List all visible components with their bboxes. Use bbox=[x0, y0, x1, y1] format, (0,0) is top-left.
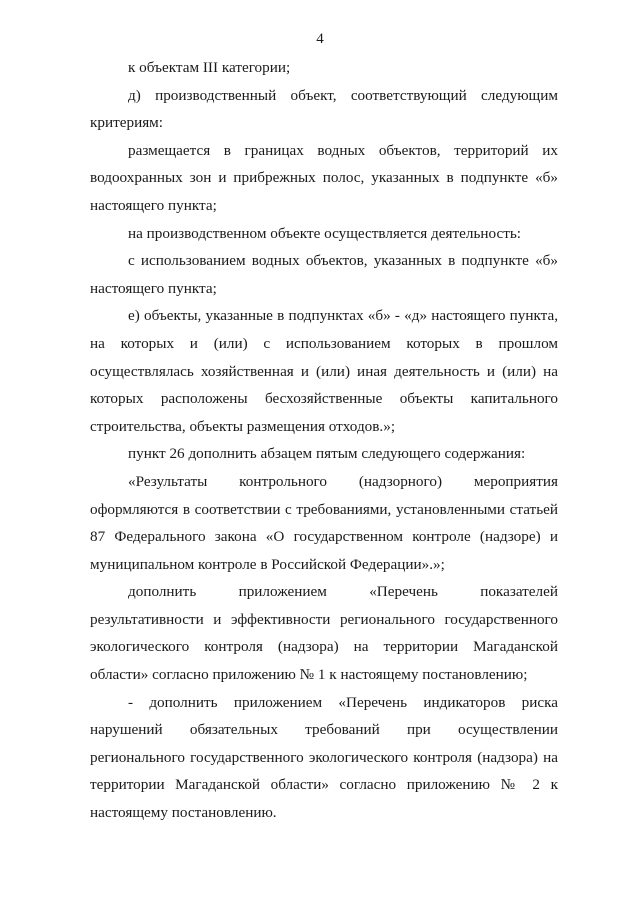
paragraph-clause-26: пункт 26 дополнить абзацем пятым следующего содержания: bbox=[128, 445, 526, 463]
paragraph-control-results: «Результаты контрольного (надзорного) мероприятия оформляются в соответствии с требованиями, установленными статьей 87 Федерального закона «О государственном контроле (надзоре) и муниципальном контроле в Российской Федерации».»; bbox=[90, 472, 558, 573]
paragraph-item-d: д) производственный объект, соответствующий следующим критериям: bbox=[90, 86, 558, 132]
paragraph-placement: размещается в границах водных объектов, территорий их водоохранных зон и прибрежных полос, указанных в подпункте «б» настоящего пункта; bbox=[90, 141, 558, 214]
paragraph-item-e: е) объекты, указанные в подпунктах «б» - «д» настоящего пункта, на которых и (или) с использованием которых в прошлом осуществлялась хозяйственная и (или) иная деятельность и (или) на которых расположены бесхозяйственные объекты капитального строительства, объекты размещения отходов.»; bbox=[90, 307, 558, 435]
paragraph-category-three: к объектам III категории; bbox=[128, 59, 291, 76]
paragraph-appendix-1: дополнить приложением «Перечень показателей результативности и эффективности регионального государственного экологического контроля (надзора) на территории Магаданской области» согласно приложению № 1 к настоящему постановлению; bbox=[90, 583, 558, 684]
paragraph-water-use: с использованием водных объектов, указанных в подпункте «б» настоящего пункта; bbox=[90, 252, 558, 297]
paragraph-appendix-2: - дополнить приложением «Перечень индикаторов риска нарушений обязательных требований при осуществлении регионального государственного экологического контроля (надзора) на территории Магаданской области» согласно приложению № 2 к настоящему постановлению. bbox=[90, 693, 558, 822]
document-body bbox=[90, 54, 558, 827]
paragraph-activity: на производственном объекте осуществляется деятельность: bbox=[128, 224, 521, 242]
page-number: 4 bbox=[316, 31, 324, 47]
